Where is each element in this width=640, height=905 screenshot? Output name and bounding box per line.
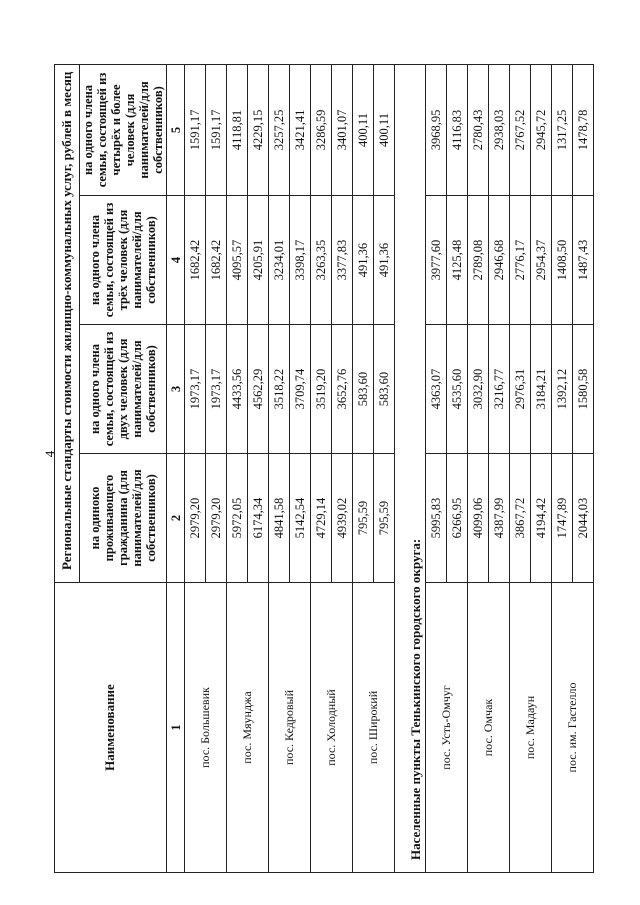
table-row [552, 64, 573, 872]
table-cell: 3286,59 [311, 64, 332, 195]
table-cell: 6174,34 [248, 454, 269, 583]
table-cell: 1580,58 [573, 325, 594, 454]
section-label: Населенные пункты Тенькинского городского округа: [395, 64, 426, 872]
table-cell: 4205,91 [248, 196, 269, 325]
settlement-name: пос. Усть-Омчуг [426, 583, 468, 873]
table-cell: 4194,42 [531, 454, 552, 583]
table-cell: 1747,89 [552, 454, 573, 583]
table-cell: 4433,56 [227, 325, 248, 454]
table-cell: 3977,60 [426, 196, 447, 325]
table-cell: 4099,06 [468, 454, 489, 583]
table-cell: 3421,41 [290, 64, 311, 195]
table-cell: 6266,95 [447, 454, 468, 583]
settlement-name: пос. Мяунджа [227, 583, 269, 873]
table-cell: 1317,25 [552, 64, 573, 195]
name-header: Наименование [55, 583, 167, 873]
table-cell: 1682,42 [185, 196, 206, 325]
table-cell: 2776,17 [510, 196, 531, 325]
table-cell: 2044,03 [573, 454, 594, 583]
table-cell: 3032,90 [468, 325, 489, 454]
settlement-name: пос. Мадаун [510, 583, 552, 873]
settlement-name: пос. Большевик [185, 583, 227, 873]
table-cell: 2954,37 [531, 196, 552, 325]
table-cell: 2946,68 [489, 196, 510, 325]
table-cell: 491,36 [374, 196, 395, 325]
table-body-1 [185, 64, 594, 872]
table-cell: 491,36 [353, 196, 374, 325]
settlement-name: пос. Кедровый [269, 583, 311, 873]
column-header: на одного члена семьи, состоящей из четырёх и более человек (для нанимателей/для собственников) [80, 64, 167, 195]
table-cell: 2979,20 [185, 454, 206, 583]
column-number: 3 [167, 325, 185, 454]
settlement-name: пос. им. Гастелло [552, 583, 594, 873]
table-cell: 4729,14 [311, 454, 332, 583]
table-cell: 4118,81 [227, 64, 248, 195]
table-cell: 1591,17 [185, 64, 206, 195]
table-cell: 3867,72 [510, 454, 531, 583]
table-cell: 4229,15 [248, 64, 269, 195]
column-number: 2 [167, 454, 185, 583]
settlement-name: пос. Омчак [468, 583, 510, 873]
table-cell: 4363,07 [426, 325, 447, 454]
table-cell: 2976,31 [510, 325, 531, 454]
table-cell: 3377,83 [332, 196, 353, 325]
table-cell: 1973,17 [206, 325, 227, 454]
table-cell: 795,59 [374, 454, 395, 583]
table-cell: 583,60 [353, 325, 374, 454]
table-cell: 400,11 [353, 64, 374, 195]
table-cell: 1591,17 [206, 64, 227, 195]
table-cell: 1973,17 [185, 325, 206, 454]
table-row [185, 64, 206, 872]
table-cell: 3709,74 [290, 325, 311, 454]
column-header: на одного члена семьи, состоящей из двух человек (для нанимателей/для собственников) [80, 325, 167, 454]
table-cell: 4939,02 [332, 454, 353, 583]
table-cell: 583,60 [374, 325, 395, 454]
table-cell: 3401,07 [332, 64, 353, 195]
section-row [395, 64, 426, 872]
table-cell: 5142,54 [290, 454, 311, 583]
table-row [227, 64, 248, 872]
table-cell: 3234,01 [269, 196, 290, 325]
table-cell: 2780,43 [468, 64, 489, 195]
table-cell: 2945,72 [531, 64, 552, 195]
table-cell: 3263,35 [311, 196, 332, 325]
table-cell: 4535,60 [447, 325, 468, 454]
settlement-name: пос. Широкий [353, 583, 395, 873]
table-cell: 3519,20 [311, 325, 332, 454]
table-cell: 2789,08 [468, 196, 489, 325]
table-row [510, 64, 531, 872]
table-cell: 5972,05 [227, 454, 248, 583]
column-number: 4 [167, 196, 185, 325]
column-header: на одного члена семьи, состоящей из трёх человек (для нанимателей/для собственников) [80, 196, 167, 325]
table-cell: 3216,77 [489, 325, 510, 454]
column-header: на одиноко проживающего гражданина (для нанимателей/для собственников) [80, 454, 167, 583]
table-cell: 3652,76 [332, 325, 353, 454]
housing-standards-table [54, 64, 594, 873]
table-cell: 1392,12 [552, 325, 573, 454]
table-cell: 2979,20 [206, 454, 227, 583]
table-cell: 3184,21 [531, 325, 552, 454]
table-row [353, 64, 374, 872]
table-cell: 4841,58 [269, 454, 290, 583]
table-cell: 1478,78 [573, 64, 594, 195]
table-cell: 400,11 [374, 64, 395, 195]
table-row [468, 64, 489, 872]
settlement-name: пос. Холодный [311, 583, 353, 873]
table-cell: 5995,83 [426, 454, 447, 583]
table-title: Региональные стандарты стоимости жилищно-коммунальных услуг, рублей в месяц [55, 64, 80, 582]
table-cell: 4095,57 [227, 196, 248, 325]
table-row [311, 64, 332, 872]
page-number: 4 [42, 450, 57, 458]
table-cell: 1487,43 [573, 196, 594, 325]
rotated-table-container [54, 65, 590, 873]
table-cell: 4116,83 [447, 64, 468, 195]
column-number: 1 [167, 583, 185, 873]
table-cell: 4125,48 [447, 196, 468, 325]
table-cell: 3257,25 [269, 64, 290, 195]
column-number: 5 [167, 64, 185, 195]
table-cell: 4562,29 [248, 325, 269, 454]
table-cell: 795,59 [353, 454, 374, 583]
table-cell: 3518,22 [269, 325, 290, 454]
table-cell: 2938,03 [489, 64, 510, 195]
table-cell: 3398,17 [290, 196, 311, 325]
table-cell: 1408,50 [552, 196, 573, 325]
table-cell: 2767,52 [510, 64, 531, 195]
table-row [269, 64, 290, 872]
table-row [426, 64, 447, 872]
table-cell: 4387,99 [489, 454, 510, 583]
table-cell: 3968,95 [426, 64, 447, 195]
table-cell: 1682,42 [206, 196, 227, 325]
